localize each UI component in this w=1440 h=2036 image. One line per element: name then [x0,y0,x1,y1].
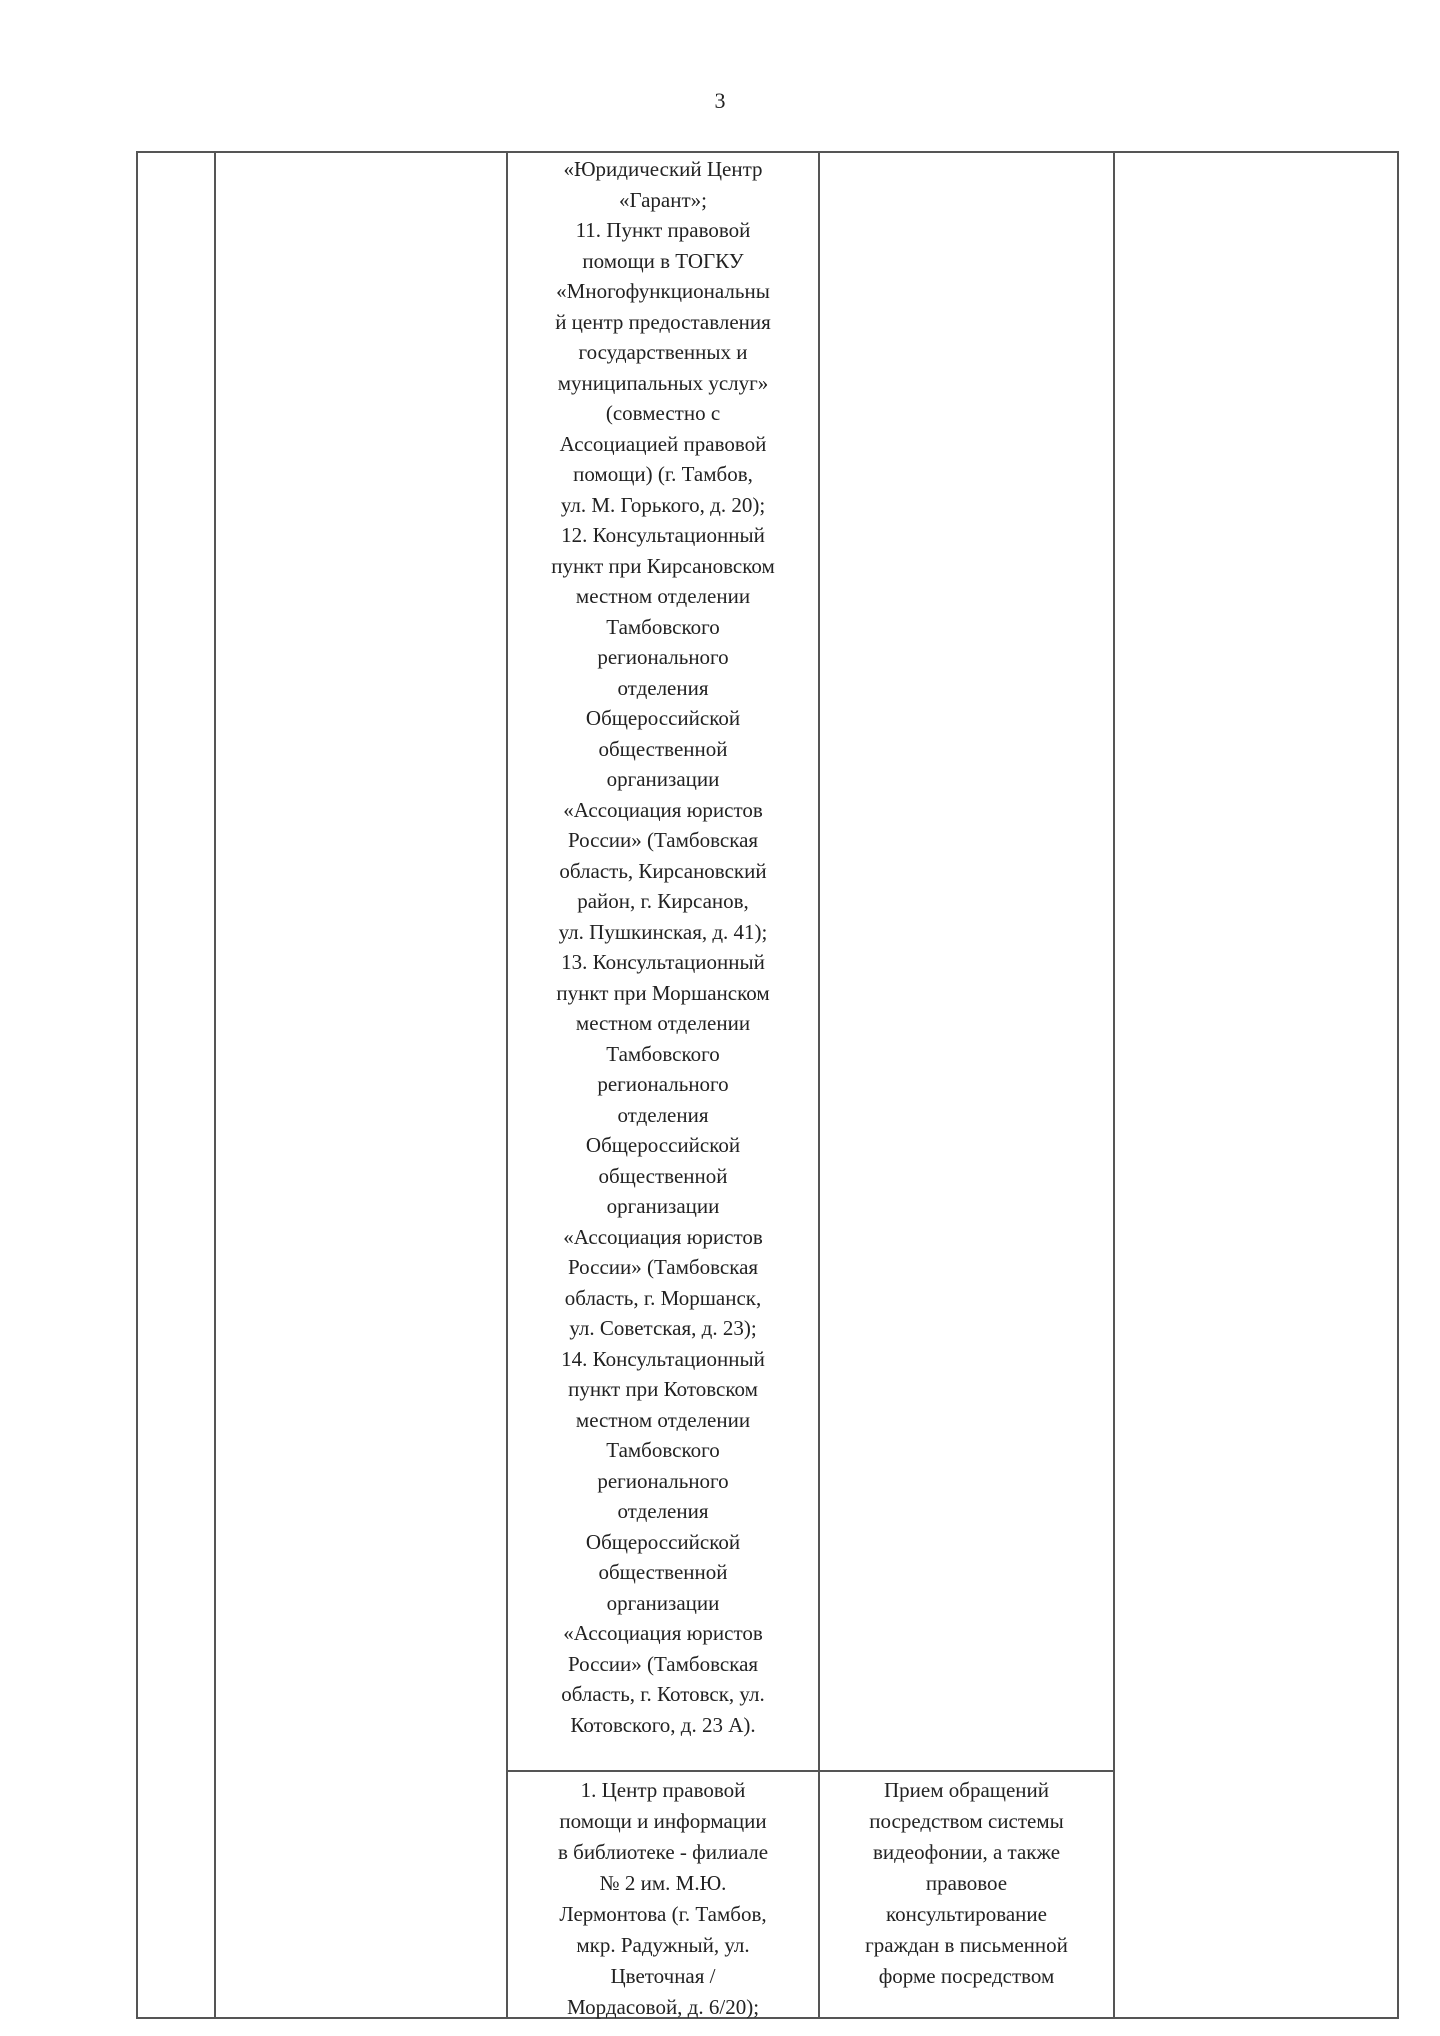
text-line: «Ассоциация юристов [563,1621,763,1645]
text-line: 13. Консультационный [561,950,765,974]
row2-services-cell [820,1775,1113,1992]
text-line: консультирование [886,1902,1047,1926]
text-line: 11. Пункт правовой [575,218,751,242]
text-line: помощи и информации [559,1809,767,1833]
text-line: Лермонтова (г. Тамбов, [559,1902,767,1926]
text-line: местном отделении [575,1011,751,1035]
text-line: ул. Пушкинская, д. 41); [558,919,768,944]
table-top-border [136,151,1399,153]
text-line: отделения [617,1499,709,1523]
text-line: район, г. Кирсанов, [577,889,749,913]
text-line: России» (Тамбовская [567,1255,759,1279]
text-line: местном отделении [575,584,751,608]
text-line: граждан в письменной [865,1933,1068,1957]
text-line: 12. Консультационный [561,523,765,547]
text-line: организации [606,1194,720,1218]
text-line: пункт при Кирсановском [551,553,775,578]
text-line: Цветочная / [610,1964,716,1988]
text-line: регионального [597,1072,729,1096]
text-line: й центр предоставления [555,309,771,334]
column-border [818,151,820,2019]
text-line: 14. Консультационный [561,1346,765,1371]
text-line: пункт при Моршанском [556,980,770,1005]
text-line: Тамбовского [606,1438,720,1462]
text-line: «Многофункциональны [556,279,770,303]
text-line: отделения [617,1102,709,1127]
text-line: муниципальных услуг» [557,370,769,395]
text-line: ул. Советская, д. 23); [569,1316,757,1340]
text-line: регионального [597,645,729,669]
text-line: общественной [598,1163,728,1188]
text-line: организации [606,1590,720,1615]
column-border [1397,151,1399,2019]
text-line: видеофонии, а также [872,1840,1061,1864]
text-line: посредством системы [869,1809,1064,1833]
text-line: организации [606,767,720,791]
text-line: Тамбовского [606,1041,720,1066]
column-border [136,151,138,2019]
text-line: помощи) (г. Тамбов, [573,462,753,486]
text-line: Общероссийской [585,1133,741,1157]
text-line: «Ассоциация юристов [563,1224,763,1249]
text-line: помощи в ТОГКУ [582,248,744,273]
text-line: (совместно с [605,401,721,425]
text-line: Мордасовой, д. 6/20); [566,1995,760,2019]
column-border [214,151,216,2019]
text-line: правовое [925,1871,1008,1895]
text-line: в библиотеке - филиале [557,1840,769,1864]
text-line: мкр. Радужный, ул. [576,1933,750,1957]
text-line: государственных и [578,340,748,364]
text-line: Прием обращений [884,1778,1049,1802]
text-line: ул. М. Горького, д. 20); [560,492,766,517]
text-line: регионального [597,1468,729,1493]
text-line: Общероссийской [585,1529,741,1554]
text-line: область, г. Котовск, ул. [561,1682,765,1706]
text-line: форме посредством [878,1964,1055,1988]
text-line: местном отделении [575,1407,751,1432]
text-line: «Юридический Центр [563,157,763,181]
text-line: общественной [598,1560,728,1584]
text-line: Общероссийской [585,706,741,730]
row-divider [506,1770,1114,1772]
page-number: 3 [714,88,726,113]
text-line: область, г. Моршанск, [564,1285,762,1310]
text-line: отделения [617,675,709,700]
text-line: Ассоциацией правовой [559,431,767,456]
text-line: № 2 им. М.Ю. [599,1871,727,1895]
text-line: общественной [598,736,728,761]
text-line: «Ассоциация юристов [563,797,763,822]
text-line: Котовского, д. 23 А). [570,1712,756,1737]
column-border [1113,151,1115,2019]
text-line: область, Кирсановский [559,858,767,883]
row2-organizations-cell [508,1775,818,2023]
text-line: России» (Тамбовская [567,1651,759,1676]
text-line: Тамбовского [606,614,720,639]
text-line: России» (Тамбовская [567,828,759,852]
text-line: пункт при Котовском [568,1377,758,1401]
text-line: 1. Центр правовой [580,1778,746,1802]
text-line: «Гарант»; [618,187,707,212]
row1-organizations-cell [508,154,818,1740]
